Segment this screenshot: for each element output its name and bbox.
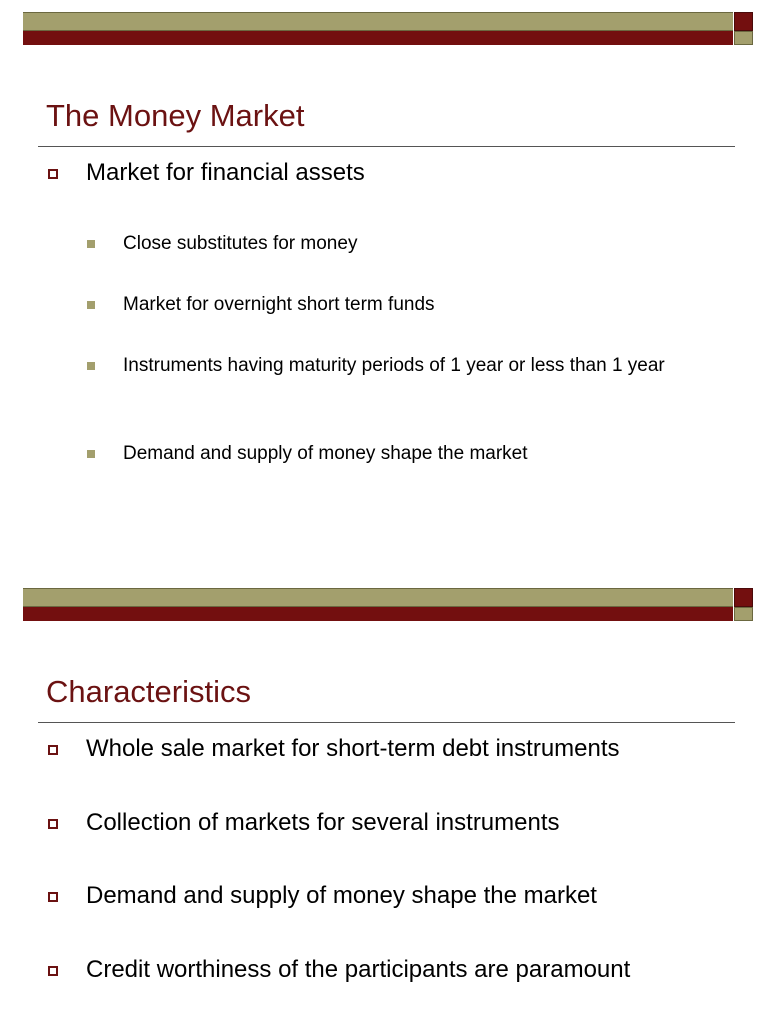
bullet-text: Credit worthiness of the participants are paramount [86, 956, 631, 983]
slide-title: The Money Market [46, 98, 305, 133]
header-corner-maroon [734, 588, 753, 607]
slide-header-band [0, 0, 768, 46]
slide-characteristics [0, 576, 768, 1024]
bullet-text: Whole sale market for short-term debt instruments [86, 735, 620, 762]
header-band-olive [23, 12, 733, 31]
hollow-square-icon [48, 169, 58, 179]
title-divider [38, 146, 735, 147]
header-corner-olive [734, 607, 753, 621]
sub-bullet-text: Close substitutes for money [123, 233, 358, 254]
header-band-olive [23, 588, 733, 607]
filled-square-icon [87, 301, 95, 309]
hollow-square-icon [48, 892, 58, 902]
title-divider [38, 722, 735, 723]
header-band-maroon [23, 607, 733, 621]
sub-bullet-text: Instruments having maturity periods of 1 year or less than 1 year [123, 355, 665, 376]
slide-header-band [0, 576, 768, 622]
header-band-maroon [23, 31, 733, 45]
sub-bullet-text: Market for overnight short term funds [123, 294, 435, 315]
hollow-square-icon [48, 966, 58, 976]
header-corner-olive [734, 31, 753, 45]
hollow-square-icon [48, 745, 58, 755]
bullet-text: Collection of markets for several instruments [86, 809, 560, 836]
hollow-square-icon [48, 819, 58, 829]
sub-bullet-text: Demand and supply of money shape the market [123, 443, 528, 464]
filled-square-icon [87, 240, 95, 248]
slide-title: Characteristics [46, 674, 251, 709]
header-corner-maroon [734, 12, 753, 31]
bullet-text: Market for financial assets [86, 159, 365, 186]
bullet-text: Demand and supply of money shape the market [86, 882, 597, 909]
filled-square-icon [87, 450, 95, 458]
filled-square-icon [87, 362, 95, 370]
